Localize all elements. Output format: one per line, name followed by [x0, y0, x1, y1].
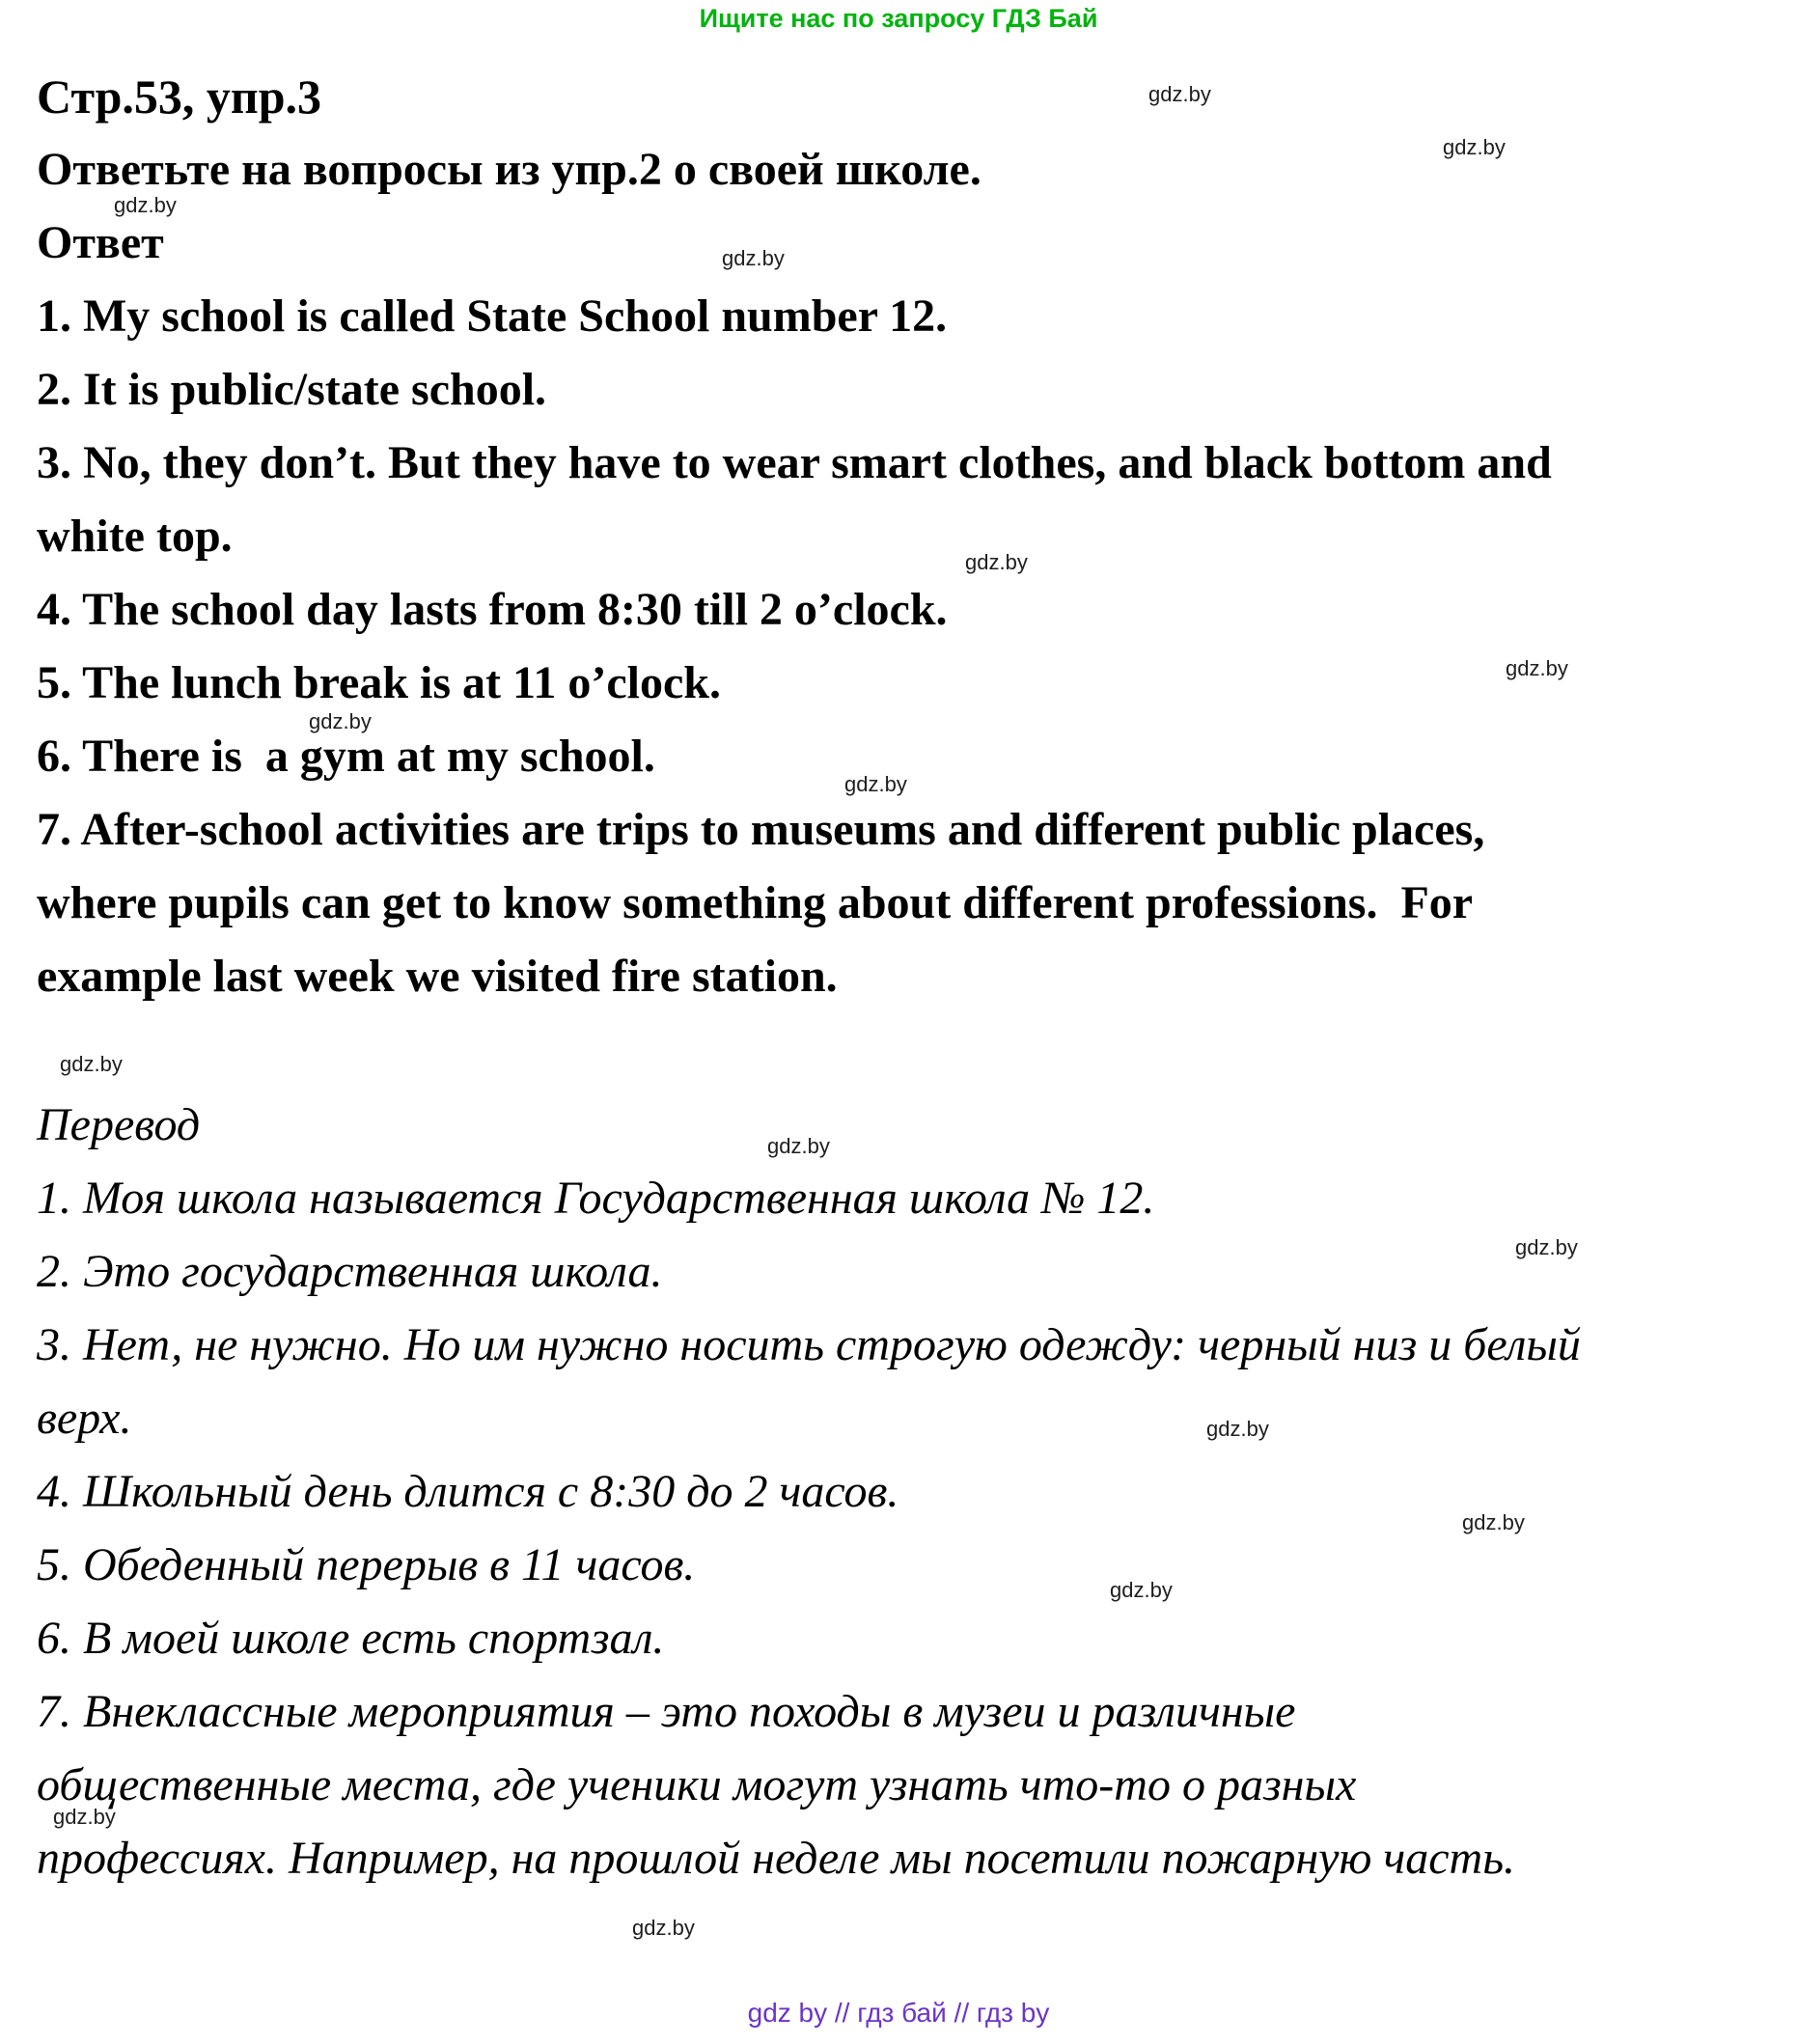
- watermark: gdz.by: [53, 1805, 116, 1829]
- translation-line-7: 7. Внеклассные мероприятия – это походы в музеи и различные общественные места, где ученики могут узнать что-то о разных профессиях. Например, на прошлой неделе мы посетили пожарную часть.: [37, 1686, 1516, 1884]
- answer-line-5: 5. The lunch break is at 11 o’clock.: [37, 657, 721, 708]
- watermark: gdz.by: [114, 193, 177, 217]
- translation-line-2: 2. Это государственная школа.: [37, 1246, 663, 1297]
- watermark: gdz.by: [1110, 1578, 1173, 1602]
- watermark: gdz.by: [1443, 135, 1506, 159]
- document-body: [37, 60, 1592, 1895]
- translation-line-3: 3. Нет, не нужно. Но им нужно носить строгую одежду: черный низ и белый верх.: [37, 1319, 1592, 1444]
- watermark: gdz.by: [767, 1134, 830, 1158]
- watermark: gdz.by: [1148, 82, 1211, 106]
- site-search-hint: Ищите нас по запросу ГДЗ Бай: [699, 4, 1098, 33]
- translation-line-4: 4. Школьный день длится с 8:30 до 2 часов.: [37, 1466, 899, 1517]
- answer-line-3: 3. No, they don’t. But they have to wear smart clothes, and black bottom and white top.: [37, 437, 1563, 562]
- watermark: gdz.by: [722, 246, 785, 270]
- translation-line-6: 6. В моей школе есть спортзал.: [37, 1613, 665, 1664]
- page-title: Стр.53, упр.3: [37, 69, 322, 124]
- answer-line-1: 1. My school is called State School number 12.: [37, 290, 948, 342]
- translation-line-1: 1. Моя школа называется Государственная школа № 12.: [37, 1173, 1155, 1224]
- watermark: gdz.by: [632, 1916, 695, 1940]
- watermark: gdz.by: [1515, 1235, 1578, 1259]
- answer-line-7: 7. After-school activities are trips to museums and different public places, where pupils can get to know something about different professions. For example last week we visited fire station.: [37, 804, 1497, 1002]
- watermark: gdz.by: [1206, 1417, 1269, 1441]
- watermark: gdz.by: [844, 772, 907, 796]
- watermark: gdz.by: [1462, 1510, 1525, 1534]
- answer-label: Ответ: [37, 217, 164, 268]
- answer-line-6: 6. There is a gym at my school.: [37, 731, 655, 782]
- watermark: gdz.by: [965, 550, 1028, 574]
- watermark: gdz.by: [309, 709, 372, 733]
- answer-line-4: 4. The school day lasts from 8:30 till 2 o’clock.: [37, 584, 948, 635]
- footer-site-links[interactable]: gdz by // гдз бай // гдз by: [747, 1998, 1050, 2028]
- translation-line-5: 5. Обеденный перерыв в 11 часов.: [37, 1539, 696, 1590]
- answer-line-2: 2. It is public/state school.: [37, 364, 547, 415]
- watermark: gdz.by: [60, 1052, 123, 1076]
- task-text: Ответьте на вопросы из упр.2 о своей школе.: [37, 144, 981, 195]
- translation-label: Перевод: [37, 1099, 201, 1150]
- watermark: gdz.by: [1506, 656, 1568, 680]
